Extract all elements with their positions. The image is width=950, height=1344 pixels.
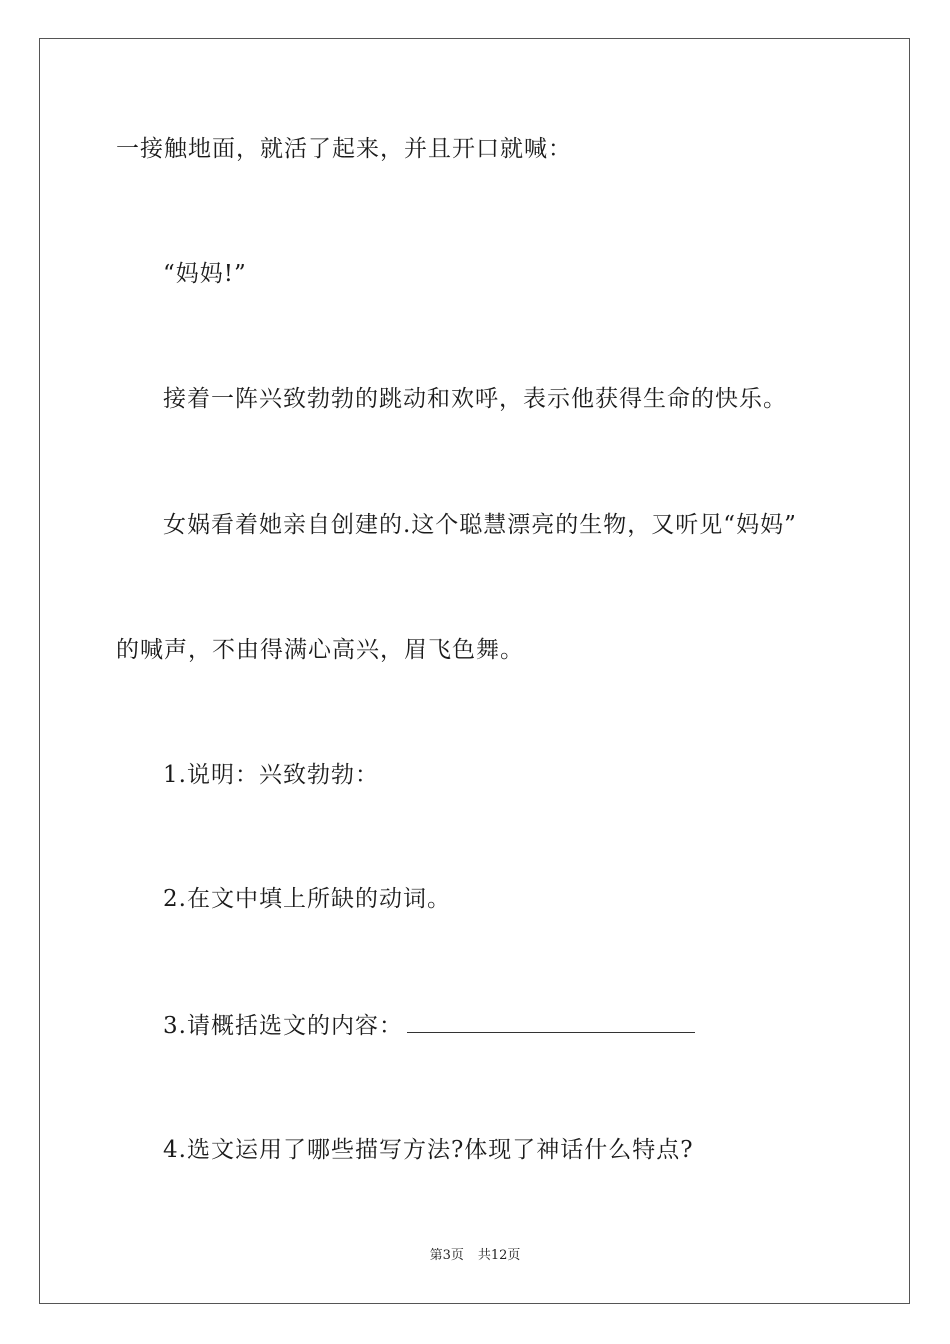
question-4: 4.选文运用了哪些描写方法?体现了神话什么特点? [163,1137,694,1163]
answer-blank [407,1010,695,1033]
page-total: 共12页 [477,1248,521,1263]
question-3-text: 3.请概括选文的内容： [163,1013,403,1039]
page-number: 第3页 [429,1248,464,1263]
page-border [39,38,910,1304]
question-2: 2.在文中填上所缺的动词。 [163,886,451,912]
page-footer [0,1248,950,1264]
text-line-3: 接着一阵兴致勃勃的跳动和欢呼，表示他获得生命的快乐。 [163,386,787,412]
text-line-4: 女娲看着她亲自创建的.这个聪慧漂亮的生物，又听见“妈妈” [163,512,797,538]
text-line-5: 的喊声，不由得满心高兴，眉飞色舞。 [116,637,524,663]
question-1: 1.说明：兴致勃勃： [163,762,379,788]
question-3 [163,1010,695,1041]
text-line-2: “妈妈!” [163,261,247,287]
text-line-1: 一接触地面，就活了起来，并且开口就喊： [116,136,572,162]
